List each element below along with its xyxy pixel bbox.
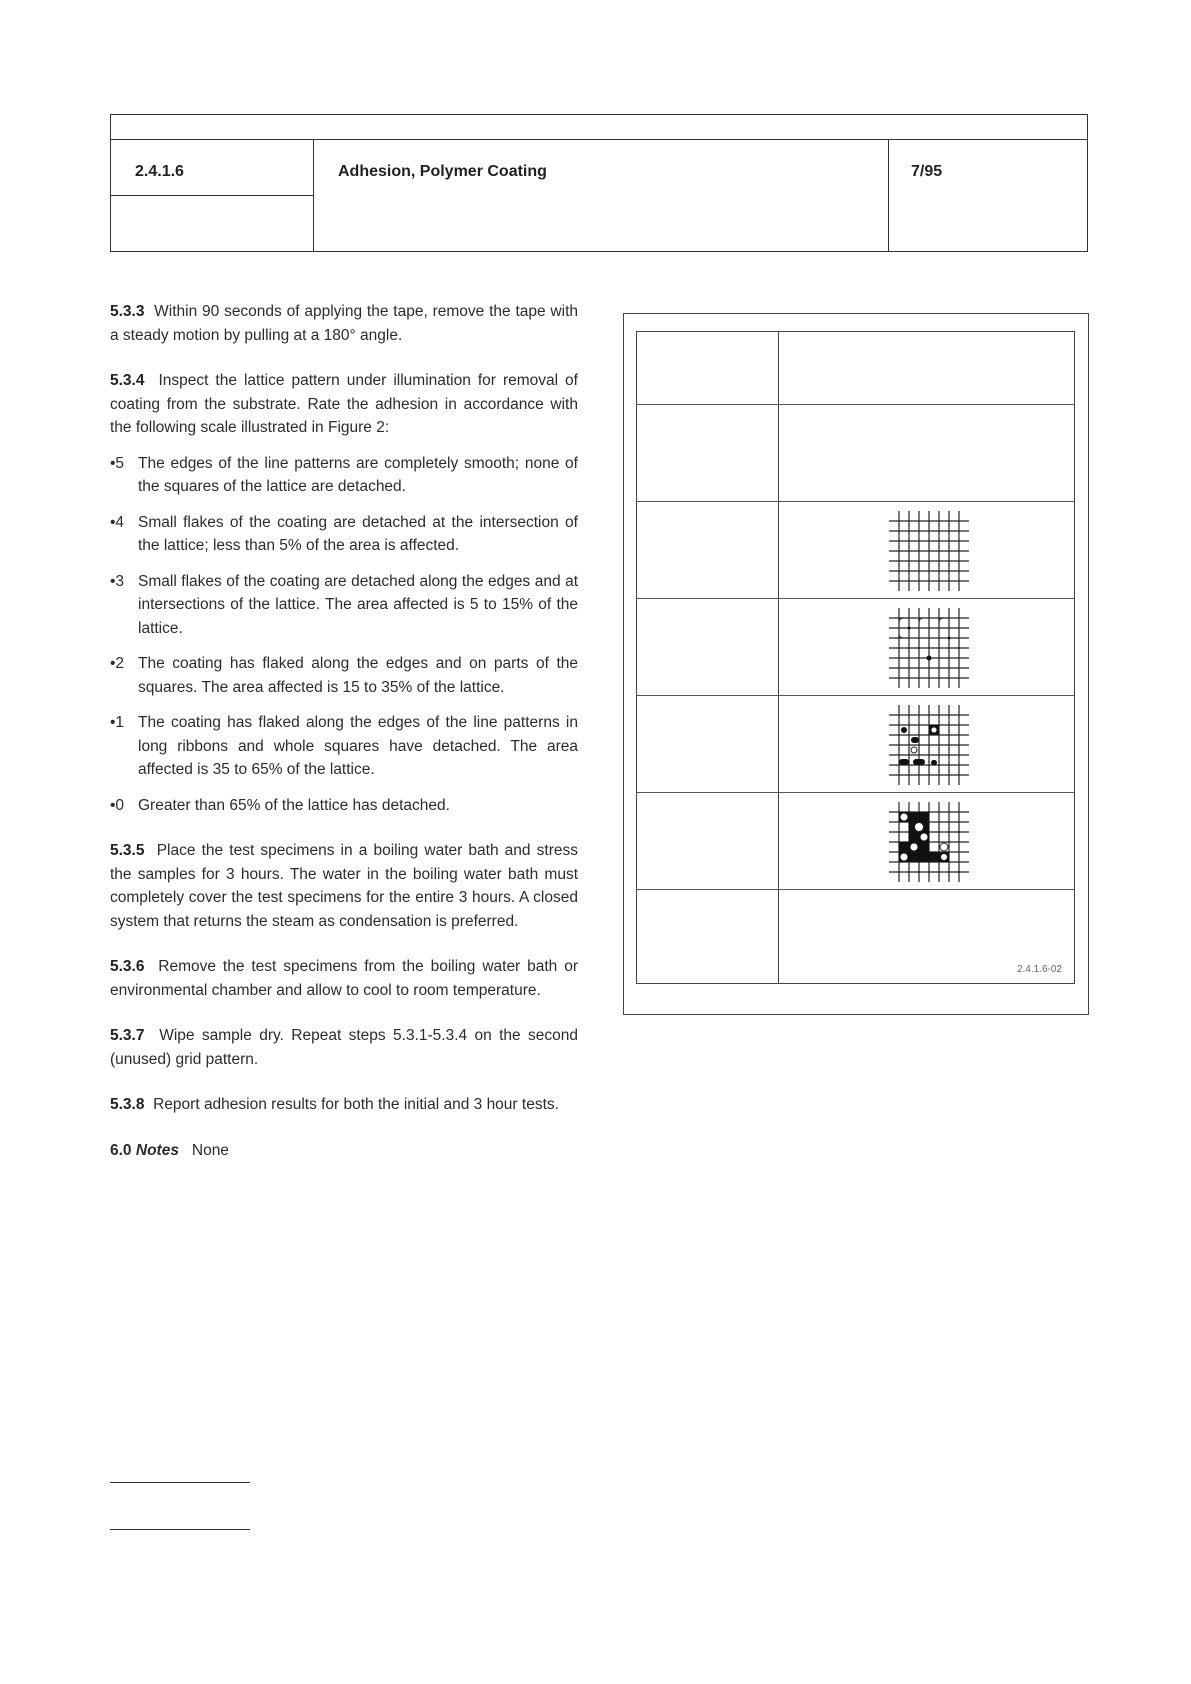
paragraph-number: 5.3.6 (110, 958, 145, 975)
footnote-rule (110, 1482, 250, 1483)
paragraph-5-3-6 (110, 955, 578, 1002)
lattice-rating-5 (889, 511, 969, 591)
notes-text: None (191, 1141, 229, 1159)
bullet-text: Greater than 65% of the lattice has detached. (138, 796, 450, 814)
header-divider (888, 139, 889, 251)
figure-row-divider (637, 792, 1074, 793)
notes-label: Notes (135, 1141, 179, 1159)
paragraph-5-3-5 (110, 839, 578, 933)
paragraph-text: Inspect the lattice pattern under illumination for removal of coating from the substrate. Rate the adhesion in accordance with the following scale illustrated in Figure 2: (110, 372, 578, 436)
bullet-mark: •3 (110, 572, 125, 590)
bullet-mark: •4 (110, 513, 125, 531)
bullet-mark: •5 (110, 454, 125, 472)
bullet-mark: •2 (110, 655, 125, 672)
lattice-rating-2 (889, 802, 969, 882)
revision-date: 7/95 (911, 163, 943, 180)
lattice-rating-3 (889, 705, 969, 785)
paragraph-text: Place the test specimens in a boiling water bath and stress the samples for 3 hours. The water in the boiling water bath must completely cover the test specimens for the entire 3 hours. A closed system that returns the steam as condensation is preferred. (110, 842, 578, 930)
paragraph-5-3-7 (110, 1024, 578, 1071)
header-table (110, 114, 1088, 252)
bullet-text: The edges of the line patterns are completely smooth; none of the squares of the lattice are detached. (138, 454, 578, 495)
notes-section (110, 1139, 578, 1163)
figure-table (636, 331, 1075, 984)
paragraph-5-3-8 (110, 1093, 578, 1117)
rating-bullet-0 (110, 794, 578, 818)
paragraph-text: Within 90 seconds of applying the tape, remove the tape with a steady motion by pulling at a 180° angle. (110, 303, 578, 344)
rating-bullet-2 (110, 652, 578, 699)
paragraph-text: Wipe sample dry. Repeat steps 5.3.1-5.3.4 on the second (unused) grid pattern. (110, 1027, 578, 1068)
paragraph-number: 5.3.7 (110, 1027, 145, 1044)
paragraph-5-3-3 (110, 300, 578, 347)
rating-bullet-4 (110, 511, 578, 558)
paragraph-number: 5.3.4 (110, 372, 145, 389)
bullet-text: Small flakes of the coating are detached at the intersection of the lattice; less than 5% of the area is affected. (138, 513, 578, 554)
bullet-text: The coating has flaked along the edges of the line patterns in long ribbons and whole squares have detached. The area affected is 35 to 65% of the lattice. (138, 714, 578, 778)
paragraph-number: 5.3.8 (110, 1096, 145, 1113)
paragraph-5-3-4 (110, 369, 578, 440)
paragraph-number: 5.3.5 (110, 842, 145, 859)
figure-row-divider (637, 404, 1074, 405)
footnote-rule (110, 1529, 250, 1530)
paragraph-text: Report adhesion results for both the initial and 3 hour tests. (153, 1096, 559, 1113)
lattice-rating-4 (889, 608, 969, 688)
bullet-mark: •0 (110, 796, 125, 814)
body-column (110, 300, 578, 1184)
paragraph-number: 5.3.3 (110, 303, 145, 320)
header-top-band (111, 115, 1087, 140)
section-title: Adhesion, Polymer Coating (338, 163, 547, 180)
bullet-mark: •1 (110, 714, 125, 731)
figure-row-divider (637, 598, 1074, 599)
adhesion-rating-figure (623, 313, 1089, 1015)
figure-id: 2.4.1.6-02 (1016, 964, 1062, 975)
figure-row-divider (637, 889, 1074, 890)
rating-bullet-3 (110, 570, 578, 641)
figure-column-divider (778, 332, 779, 983)
paragraph-text: Remove the test specimens from the boiling water bath or environmental chamber and allow to cool to room temperature. (110, 958, 578, 999)
notes-number: 6.0 (110, 1141, 132, 1159)
rating-bullet-1 (110, 711, 578, 782)
header-divider (313, 139, 314, 251)
figure-row-divider (637, 501, 1074, 502)
section-number: 2.4.1.6 (135, 163, 184, 180)
rating-bullet-5 (110, 452, 578, 499)
figure-row-divider (637, 695, 1074, 696)
bullet-text: Small flakes of the coating are detached along the edges and at intersections of the lattice. The area affected is 5 to 15% of the lattice. (138, 572, 578, 637)
header-divider (111, 195, 313, 196)
bullet-text: The coating has flaked along the edges and on parts of the squares. The area affected is 15 to 35% of the lattice. (138, 655, 578, 696)
